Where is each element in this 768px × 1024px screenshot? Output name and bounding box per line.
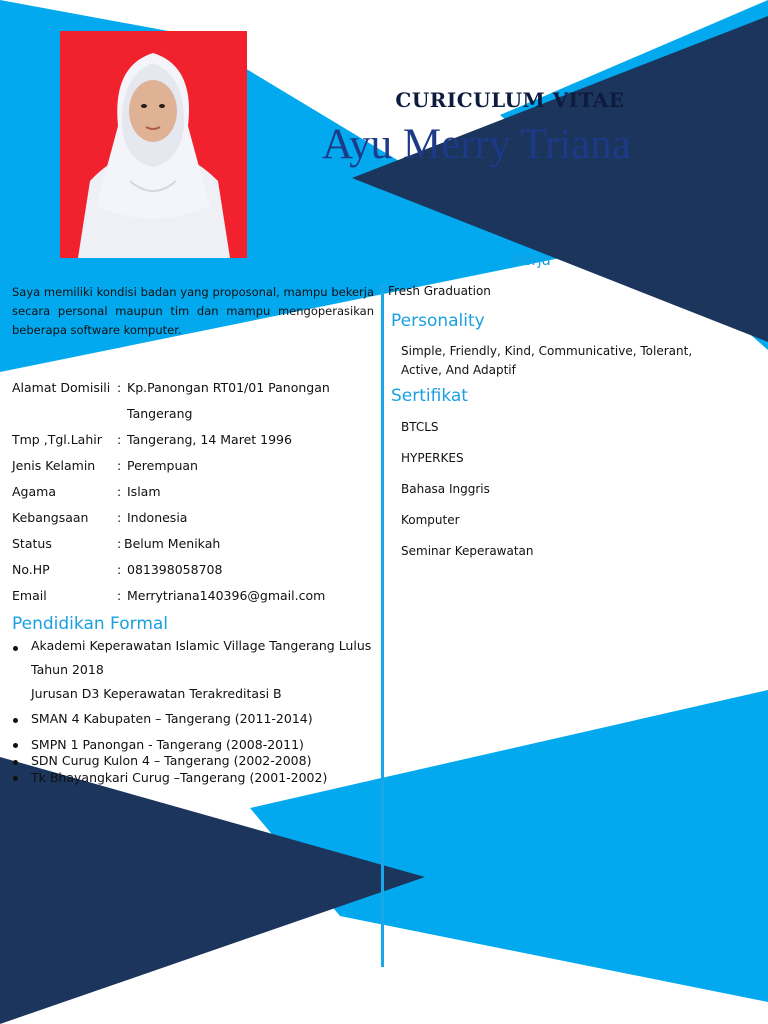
education-item: SMPN 1 Panongan - Tangerang (2008-2011) [31, 737, 304, 752]
bottom-right-light-blue-triangle [250, 690, 768, 1002]
info-value: Merrytriana140396@gmail.com [127, 588, 326, 603]
education-item: Tahun 2018 [31, 662, 104, 677]
experience-value: Fresh Graduation [388, 284, 491, 298]
info-colon: : [117, 484, 122, 499]
bullet [13, 718, 18, 723]
info-label: Status [12, 536, 52, 551]
certificate-item: Bahasa Inggris [401, 482, 490, 496]
info-colon: : [117, 536, 122, 551]
personality-line-2: Active, And Adaptif [401, 363, 516, 377]
info-colon: : [117, 588, 122, 603]
certificate-heading: Sertifikat [391, 386, 468, 406]
info-label: Tmp ,Tgl.Lahir [12, 432, 102, 447]
education-item: Tk Bhayangkari Curug –Tangerang (2001-2002) [31, 770, 328, 785]
summary-paragraph: Saya memiliki kondisi badan yang proposonal, mampu bekerja secara personal maupun tim dan mampu mengoperasikan beberapa software komputer. [12, 285, 374, 337]
cv-title: CURICULUM VITAE [395, 88, 625, 112]
certificate-item: Komputer [401, 513, 460, 527]
education-heading: Pendidikan Formal [12, 614, 169, 634]
info-label: No.HP [12, 562, 50, 577]
certificate-item: HYPERKES [401, 451, 464, 465]
info-label: Alamat Domisili [12, 380, 111, 395]
info-label: Email [12, 588, 47, 603]
bullet [13, 776, 18, 781]
certificate-item: BTCLS [401, 420, 439, 434]
candidate-name: Ayu Merry Triana [322, 121, 631, 168]
info-colon: : [117, 458, 122, 473]
info-label: Kebangsaan [12, 510, 89, 525]
experience-heading: Kerja [513, 251, 551, 269]
bullet [13, 743, 18, 748]
info-colon: : [117, 562, 122, 577]
bullet [13, 760, 18, 765]
info-value: Perempuan [127, 458, 198, 473]
bullet [13, 646, 18, 651]
info-value: Tangerang [127, 406, 193, 421]
info-label: Agama [12, 484, 56, 499]
personality-line-1: Simple, Friendly, Kind, Communicative, Tolerant, [401, 344, 693, 358]
info-value: Belum Menikah [124, 536, 221, 551]
profile-photo [60, 31, 247, 258]
info-value: Kp.Panongan RT01/01 Panongan [127, 380, 330, 395]
education-item: SMAN 4 Kabupaten – Tangerang (2011-2014) [31, 711, 313, 726]
info-colon: : [117, 510, 122, 525]
info-colon: : [117, 432, 122, 447]
info-value: Tangerang, 14 Maret 1996 [127, 432, 292, 447]
info-value: Islam [127, 484, 161, 499]
info-value: 081398058708 [127, 562, 223, 577]
info-label: Jenis Kelamin [12, 458, 96, 473]
personality-heading: Personality [391, 311, 485, 331]
info-value: Indonesia [127, 510, 188, 525]
certificate-item: Seminar Keperawatan [401, 544, 534, 558]
education-item: Jurusan D3 Keperawatan Terakreditasi B [31, 686, 282, 701]
education-item: SDN Curug Kulon 4 – Tangerang (2002-2008) [31, 753, 312, 768]
column-divider [381, 285, 384, 967]
info-colon: : [117, 380, 122, 395]
education-item: Akademi Keperawatan Islamic Village Tangerang Lulus [31, 638, 372, 653]
